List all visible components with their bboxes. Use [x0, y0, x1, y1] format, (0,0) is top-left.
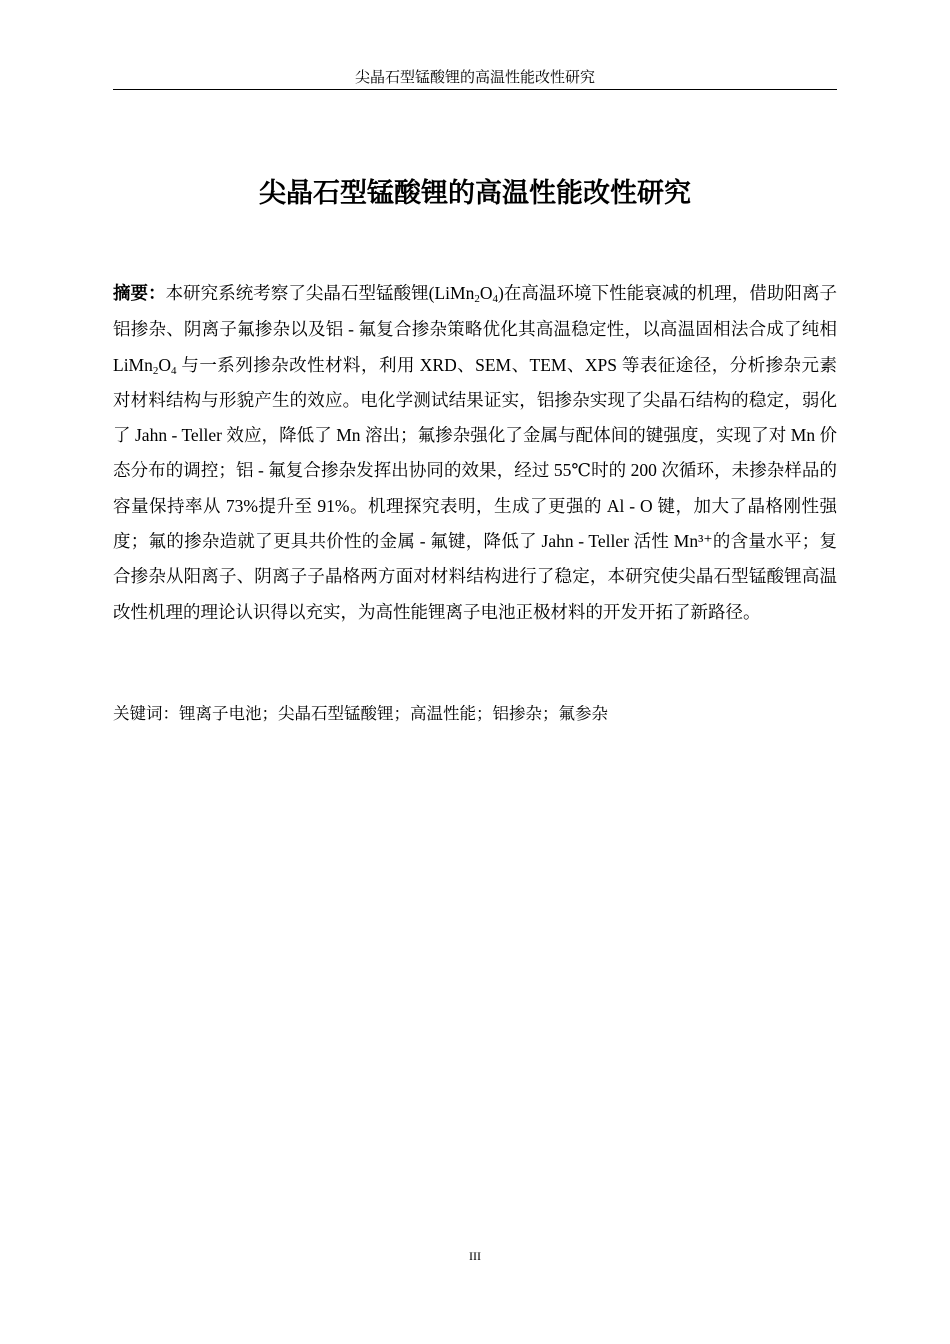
abstract-subscript-2: 4 [492, 293, 498, 305]
abstract-text-5: 与一系列掺杂改性材料，利用 XRD、SEM、TEM、XPS 等表征途径，分析掺杂元素对材料结构与形貌产生的效应。电化学测试结果证实，铝掺杂实现了尖晶石结构的稳定，弱化了 Jahn - Teller 效应，降低了 Mn 溶出；氟掺杂强化了金属与配体间的键强度，实现了对 Mn 价态分布的调控；铝 - 氟复合掺杂发挥出协同的效果，经过 55℃时的 200 次循环，未掺杂样品的容量保持率从 73%提升至 91%。机理探究表明，生成了更强的 Al - O 键，加大了晶格刚性强度；氟的掺杂造就了更具共价性的金属 - 氟键，降低了 Jahn - Teller 活性 Mn³⁺的含量水平；复合掺杂从阳离子、阴离子子晶格两方面对材料结构进行了稳定，本研究使尖晶石型锰酸锂高温改性机理的理论认识得以充实，为高性能锂离子电池正极材料的开发开拓了新路径。 [113, 354, 837, 622]
abstract-text-3: )在高温环境下性能衰减的机理，借助阳离子铝掺杂、阴离子氟掺杂以及铝 - 氟复合掺杂策略优化其高温稳定性，以高温固相法合成了纯相 LiMn [113, 283, 837, 375]
abstract-subscript-1: 2 [474, 293, 480, 305]
abstract-subscript-3: 2 [152, 364, 159, 377]
paper-title: 尖晶石型锰酸锂的高温性能改性研究 [259, 178, 691, 209]
abstract-paragraph [113, 276, 837, 630]
abstract-label: 摘要： [113, 284, 166, 304]
abstract-subscript-4: 4 [171, 364, 177, 377]
header-rule [113, 89, 837, 90]
abstract-text-2: O [479, 283, 493, 303]
running-header: 尖晶石型锰酸锂的高温性能改性研究 [354, 70, 595, 86]
page-number: III [469, 1249, 481, 1263]
abstract-text-1: 本研究系统考察了尖晶石型锰酸锂(LiMn [165, 283, 475, 303]
keywords-line: 关键词：锂离子电池；尖晶石型锰酸锂；高温性能；铝掺杂；氟参杂 [113, 704, 608, 723]
abstract-text-4: O [158, 354, 172, 375]
